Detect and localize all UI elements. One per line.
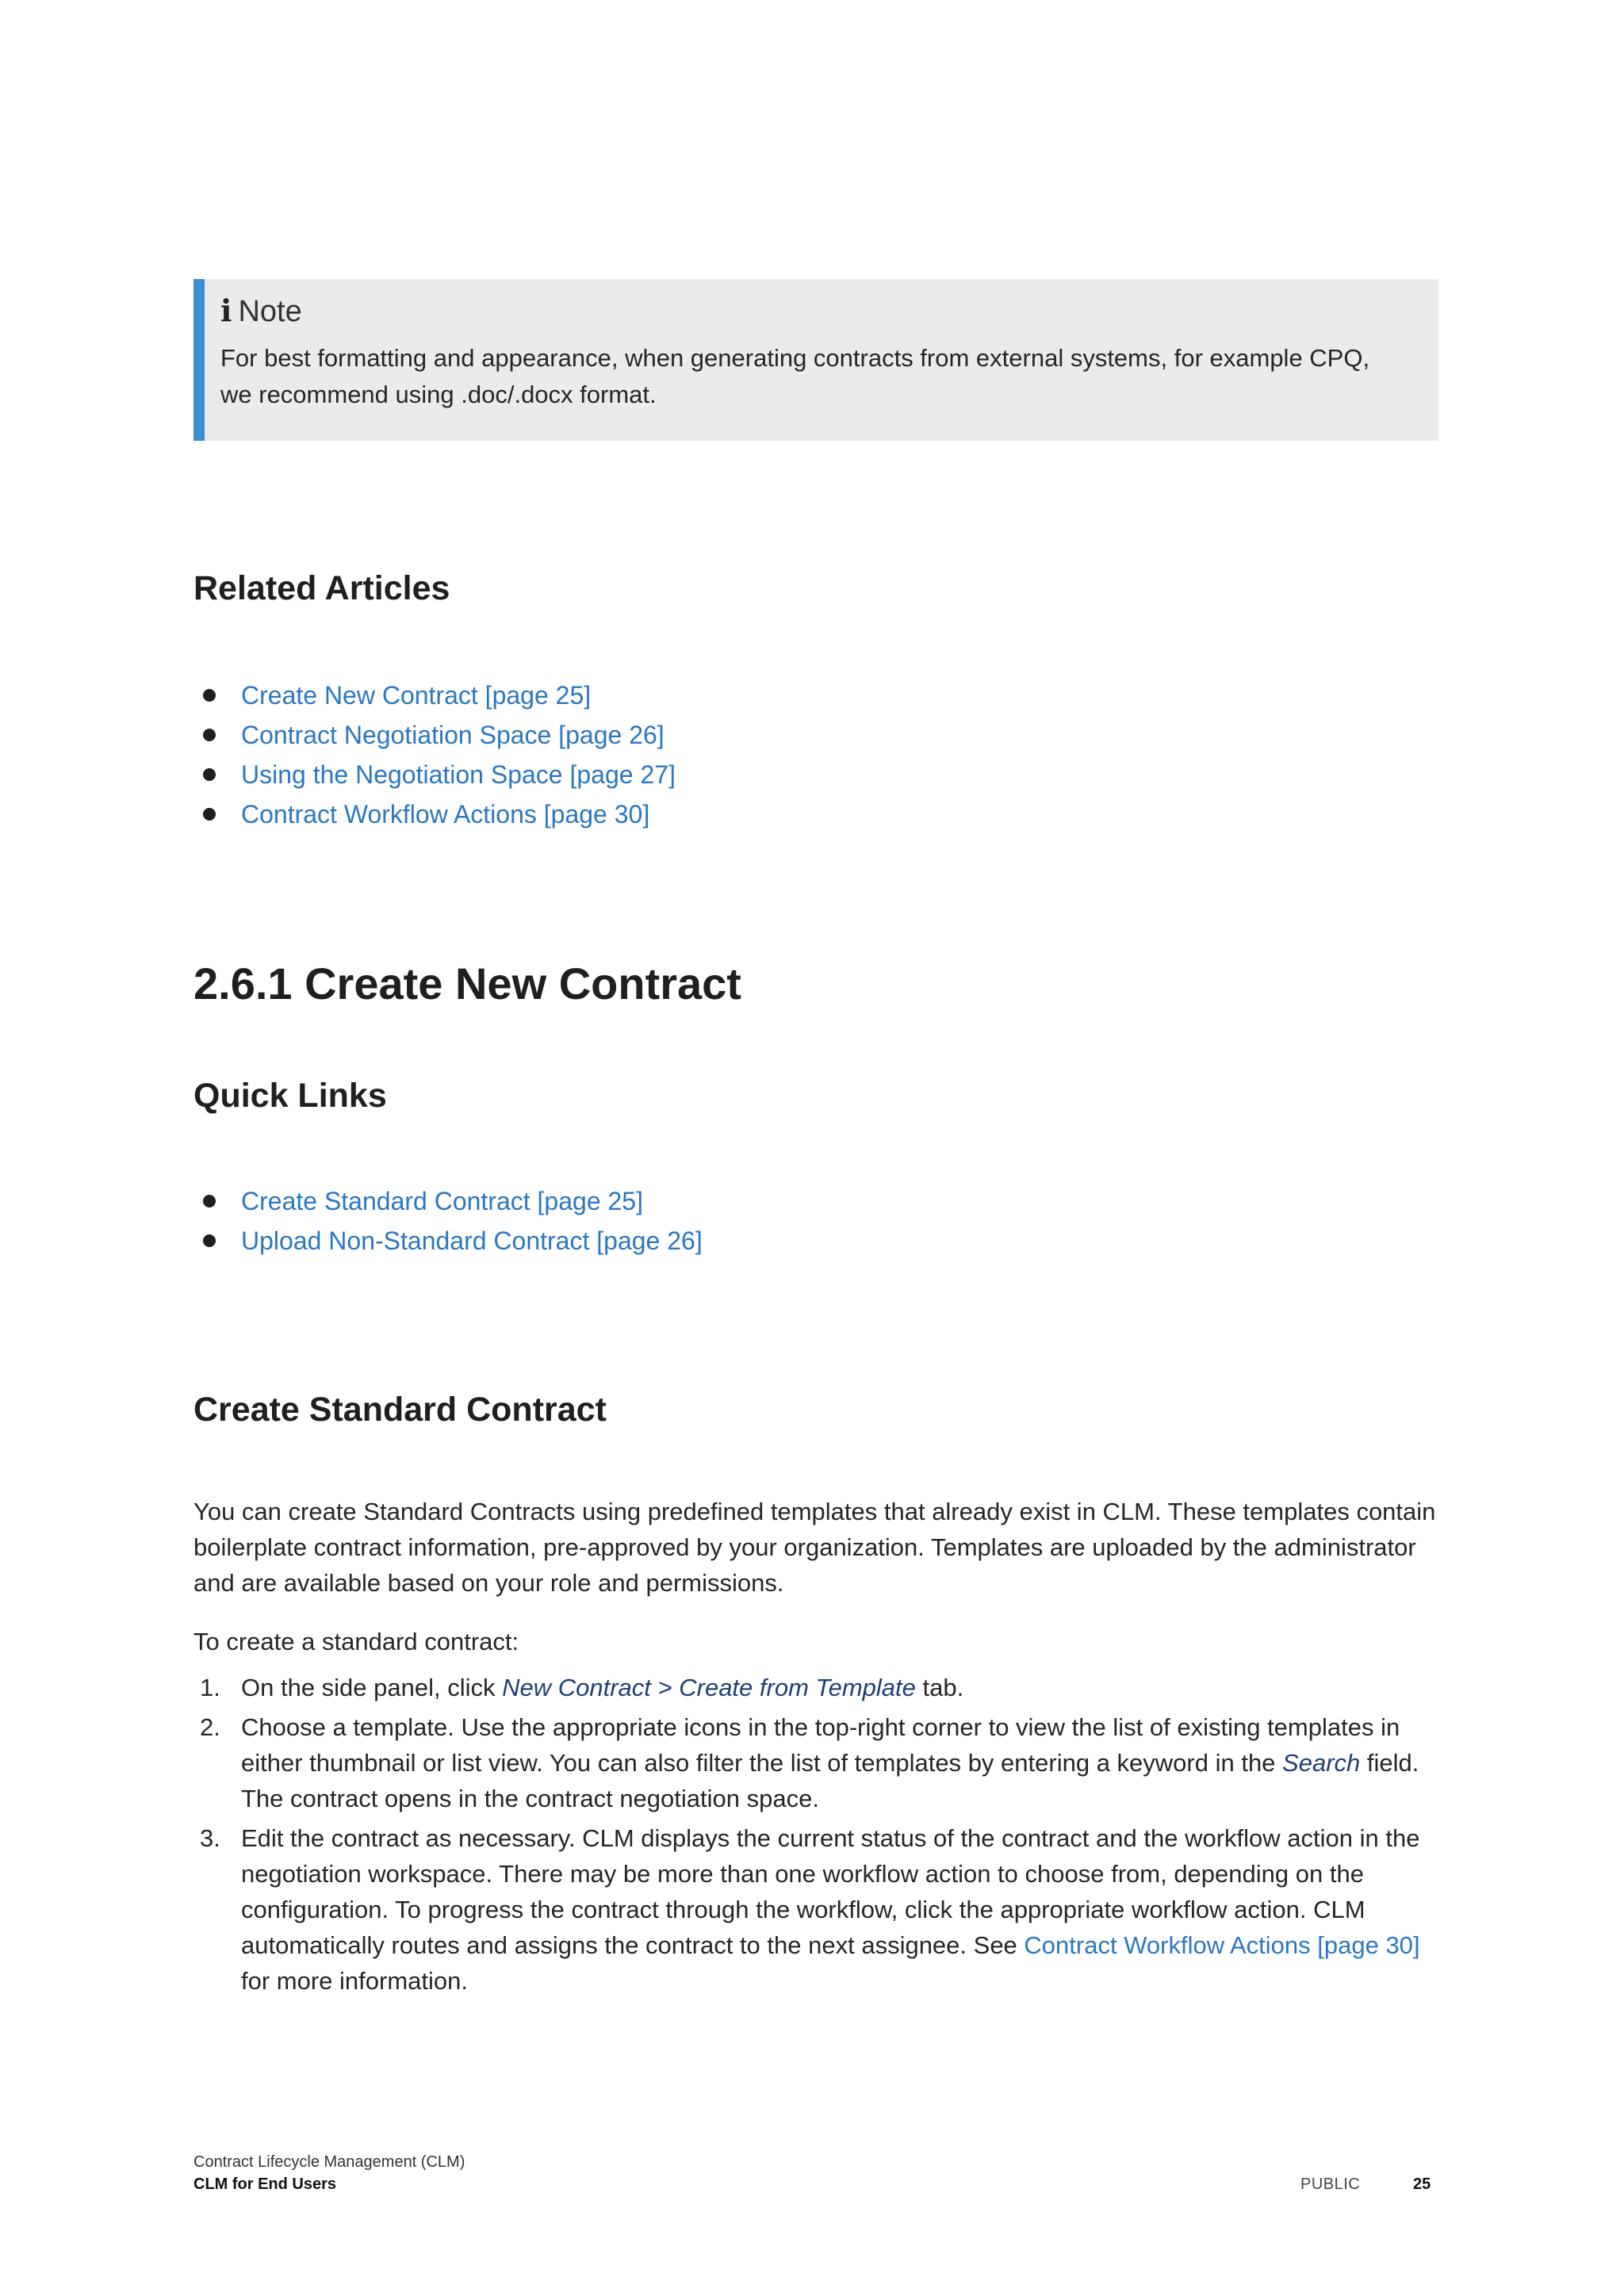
quick-links-heading: Quick Links	[193, 1077, 387, 1115]
quick-links-list	[193, 1181, 703, 1261]
step-text: tab.	[915, 1674, 964, 1701]
note-header	[220, 289, 1407, 334]
step-text: Edit the contract as necessary. CLM displays the current status of the contract and the workflow action in the negotiation workspace. There may be more than one workflow action to choose from, depending on the configuration. To progress the contract through the workflow, click the appropriate workflow action. CLM automatically routes and assigns the contract to the next assignee. See	[241, 1824, 1420, 1959]
intro-paragraph: You can create Standard Contracts using predefined templates that already exist in CLM. These templates contain boilerplate contract information, pre-approved by your organization. Templates are uploaded by the administrator and are available based on your role and permissions.	[193, 1498, 1436, 1597]
step-number: 2.	[200, 1713, 220, 1741]
step-text: field. The contract opens in the contract negotiation space.	[241, 1749, 1419, 1812]
steps-lead: To create a standard contract:	[193, 1628, 519, 1655]
related-link-create-new-contract[interactable]: Create New Contract [page 25]	[241, 681, 592, 710]
quick-link-upload-non-standard-contract[interactable]: Upload Non-Standard Contract [page 26]	[241, 1226, 703, 1255]
related-link-using-negotiation-space[interactable]: Using the Negotiation Space [page 27]	[241, 760, 676, 789]
steps-list	[193, 1670, 1446, 2003]
related-articles-heading: Related Articles	[193, 569, 450, 607]
quick-link-create-standard-contract[interactable]: Create Standard Contract [page 25]	[241, 1187, 643, 1215]
step-item	[193, 1820, 1446, 1999]
ui-search-field-name: Search	[1282, 1749, 1361, 1777]
footer-doc-title: Contract Lifecycle Management (CLM)	[193, 2153, 465, 2171]
step-number: 3.	[200, 1824, 220, 1852]
related-articles-list	[193, 675, 676, 834]
note-box	[193, 279, 1438, 441]
step-number: 1.	[200, 1674, 220, 1701]
note-title: Note	[238, 295, 302, 328]
link-workflow-actions[interactable]: Contract Workflow Actions [page 30]	[1024, 1931, 1420, 1959]
list-item	[193, 1221, 703, 1261]
ui-path-new-contract: New Contract > Create from Template	[502, 1674, 916, 1701]
list-item	[193, 675, 676, 715]
step-item	[193, 1670, 1446, 1705]
info-icon: i	[220, 293, 232, 328]
list-item	[193, 1181, 703, 1221]
list-item	[193, 794, 676, 834]
step-text: Choose a template. Use the appropriate icons in the top-right corner to view the list of existing templates in either thumbnail or list view. You can also filter the list of templates by entering a keyword in the	[241, 1713, 1400, 1777]
step-item	[193, 1709, 1446, 1816]
list-item	[193, 755, 676, 794]
related-link-workflow-actions[interactable]: Contract Workflow Actions [page 30]	[241, 800, 650, 828]
related-link-negotiation-space[interactable]: Contract Negotiation Space [page 26]	[241, 721, 665, 749]
create-standard-contract-heading: Create Standard Contract	[193, 1391, 607, 1429]
footer-doc-info	[193, 2151, 465, 2195]
step-text: On the side panel, click	[241, 1674, 503, 1701]
footer-classification: PUBLIC	[1300, 2175, 1361, 2193]
page-number: 25	[1413, 2175, 1431, 2193]
footer-doc-subtitle: CLM for End Users	[193, 2175, 337, 2193]
section-title: 2.6.1 Create New Contract	[193, 959, 741, 1008]
step-text: for more information.	[241, 1967, 468, 1995]
note-text: For best formatting and appearance, when generating contracts from external systems, for example CPQ, we recommend using .doc/.docx format.	[220, 344, 1370, 408]
list-item	[193, 715, 676, 755]
